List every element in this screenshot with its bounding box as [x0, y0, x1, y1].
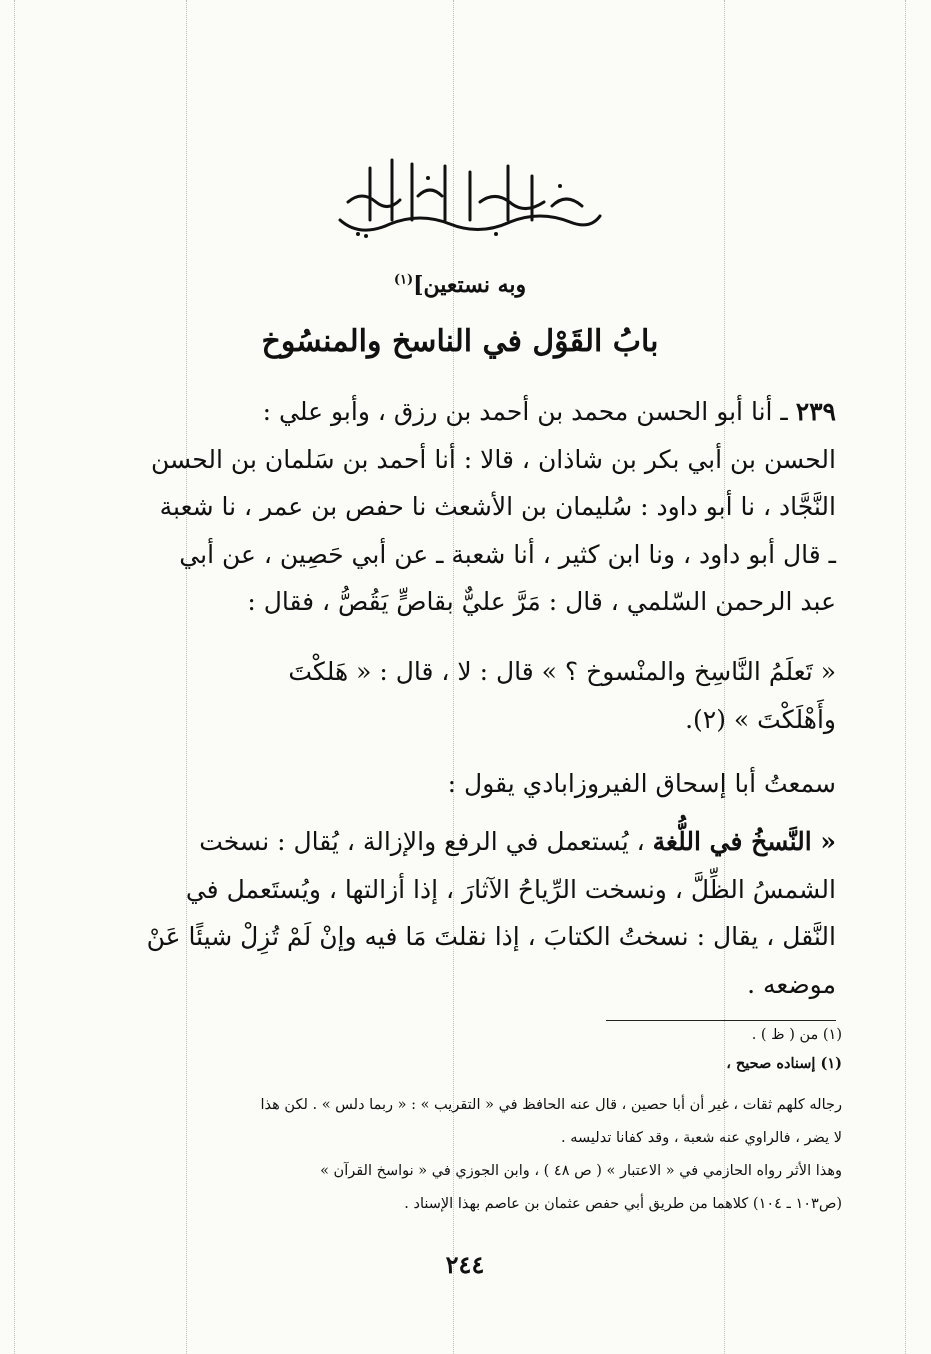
scan-edge-line [14, 0, 15, 1354]
footnote-1: (١) من ( ظ ) . [751, 1027, 842, 1043]
scan-edge-line [905, 0, 906, 1354]
text-line: ـ أنا أبو الحسن محمد بن أحمد بن رزق ، وأبو علي : [262, 397, 788, 426]
footnote-2-body [104, 1092, 842, 1218]
chapter-title: بابُ القَوْل في الناسخ والمنسُوخ [261, 324, 659, 359]
footnote-line: رجاله كلهم ثقات ، غير أن أبا حصين ، قال عنه الحافظ في « التقريب » : « ربما دلس » . لكن هذا [260, 1097, 842, 1113]
hadith-number: ٢٣٩ [795, 397, 836, 426]
footnote-line: (ص١٠٣ ـ ١٠٤) كلاهما من طريق أبي حفص عثمان بن عاصم بهذا الإسناد . [404, 1196, 842, 1212]
definition-term: « النَّسخُ في اللُّغة [652, 827, 836, 856]
footnote-line: لا يضر ، فالراوي عنه شعبة ، وقد كفانا تدليسه . [561, 1130, 842, 1146]
quote-paragraph [104, 648, 836, 743]
footnote-line: وهذا الأثر رواه الحازمي في « الاعتبار » ( ص ٤٨ ) ، وابن الجوزي في « نواسخ القرآن » [320, 1163, 842, 1179]
text-line: النَّجَّاد ، نا أبو داود : سُليمان بن الأشعث نا حفص بن عمر ، نا شعبة [159, 492, 836, 521]
text-line: عبد الرحمن السّلمي ، قال : مَرَّ عليٌّ بقاصٍّ يَقُصُّ ، فقال : [247, 587, 836, 616]
text-line: موضعه . [747, 969, 836, 999]
text-line: الحسن بن أبي بكر بن شاذان ، قالا : أنا أحمد بن سَلمان بن الحسن [150, 444, 836, 474]
footnote-ref: (١) [393, 272, 414, 288]
text-line: « تَعلَمُ النَّاسِخ والمنْسوخ ؟ » قال : لا ، قال : « هَلكْتَ [288, 657, 836, 686]
text-line: ـ قال أبو داود ، ونا ابن كثير ، أنا شعبة ـ عن أبي حَصِين ، عن أبي [179, 539, 836, 569]
footnote-separator [606, 1020, 836, 1021]
narrator-line: سمعتُ أبا إسحاق الفيروزابادي يقول : [447, 769, 836, 798]
text-line: ، يُستعمل في الرفع والإزالة ، يُقال : نسخت [199, 827, 645, 856]
hadith-paragraph [104, 388, 836, 626]
subheading [300, 272, 620, 298]
footnote-2-heading: (١) إسناده صحيح ، [726, 1055, 842, 1072]
definition-paragraph [104, 818, 836, 1008]
basmala-calligraphy [300, 150, 620, 250]
text-line: الشمسُ الظِّلَّ ، ونسخت الرِّياحُ الآثارَ ، إذا أزالتها ، ويُستَعمل في [185, 874, 836, 904]
page-number: ٢٤٤ [445, 1250, 485, 1279]
subheading-text: وبه نستعين] [413, 272, 527, 298]
text-line: وأَهْلَكْتَ » (٢). [685, 704, 836, 734]
text-line: النَّقل ، يقال : نسختُ الكتابَ ، إذا نقلتَ مَا فيه وإنْ لَمْ تُزِلْ شيئًا عَنْ [146, 922, 836, 951]
